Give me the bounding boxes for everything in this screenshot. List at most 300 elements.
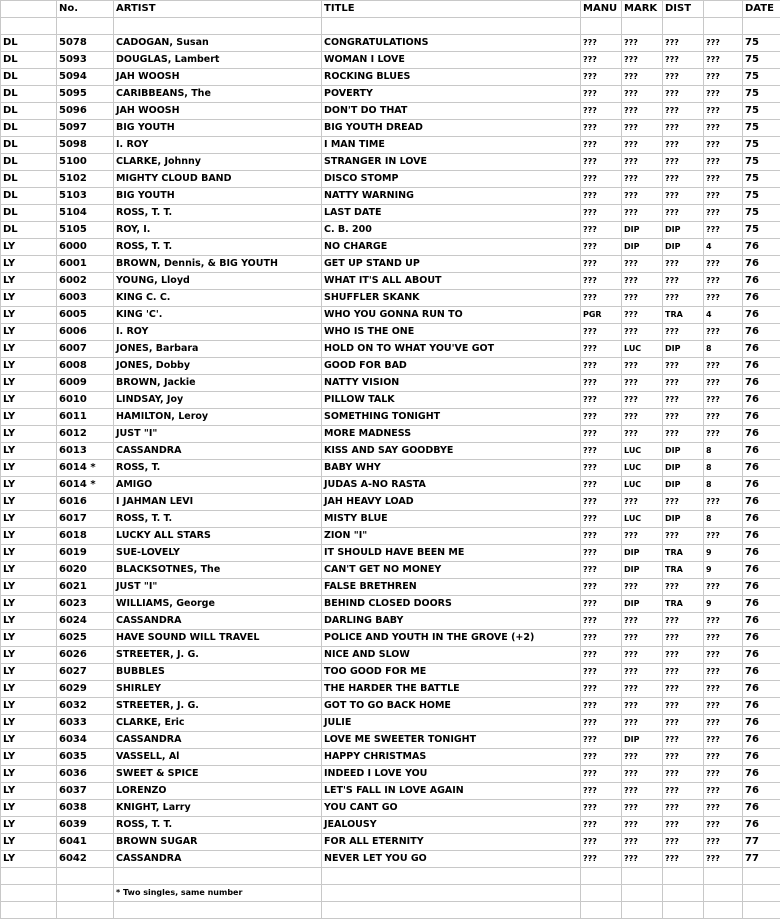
cell-title: NICE AND SLOW	[322, 647, 581, 664]
cell-label-code: LY	[1, 664, 57, 681]
cell-title: WHO IS THE ONE	[322, 324, 581, 341]
cell-mark: DIP	[622, 222, 663, 239]
cell-qty: ???	[704, 664, 743, 681]
cell-date: 75	[743, 35, 780, 52]
cell-qty: ???	[704, 715, 743, 732]
cell-mark: ???	[622, 834, 663, 851]
cell-title: FALSE BRETHREN	[322, 579, 581, 596]
cell-label-code: LY	[1, 698, 57, 715]
cell-date: 76	[743, 528, 780, 545]
cell-mark: ???	[622, 120, 663, 137]
cell-date: 76	[743, 800, 780, 817]
cell-artist: MIGHTY CLOUD BAND	[114, 171, 322, 188]
cell-title: C. B. 200	[322, 222, 581, 239]
table-row	[1, 443, 780, 460]
cell-catalog-number: 5104	[57, 205, 114, 222]
cell-date: 76	[743, 749, 780, 766]
cell-label-code: LY	[1, 817, 57, 834]
cell-catalog-number: 5100	[57, 154, 114, 171]
table-row	[1, 239, 780, 256]
cell-title: JAH HEAVY LOAD	[322, 494, 581, 511]
cell-catalog-number: 6027	[57, 664, 114, 681]
cell-date: 75	[743, 205, 780, 222]
table-row	[1, 851, 780, 868]
cell-date: 76	[743, 290, 780, 307]
cell-mark: ???	[622, 851, 663, 868]
cell-dist: ???	[663, 698, 704, 715]
cell-artist: LORENZO	[114, 783, 322, 800]
cell-label-code: LY	[1, 358, 57, 375]
footnote: * Two singles, same number	[114, 885, 322, 902]
table-row	[1, 800, 780, 817]
cell-mark: ???	[622, 375, 663, 392]
cell-mark: ???	[622, 273, 663, 290]
cell-dist: ???	[663, 766, 704, 783]
cell-title: BEHIND CLOSED DOORS	[322, 596, 581, 613]
cell-date: 76	[743, 681, 780, 698]
table-row	[1, 86, 780, 103]
cell-catalog-number: 6023	[57, 596, 114, 613]
cell-catalog-number: 6036	[57, 766, 114, 783]
cell-qty: ???	[704, 783, 743, 800]
cell-date: 76	[743, 664, 780, 681]
header-artist: ARTIST	[114, 1, 322, 18]
cell-date: 76	[743, 494, 780, 511]
cell-artist: STREETER, J. G.	[114, 698, 322, 715]
cell-dist: ???	[663, 613, 704, 630]
cell-dist: ???	[663, 715, 704, 732]
cell-qty: 8	[704, 477, 743, 494]
cell-manu: ???	[581, 749, 622, 766]
cell-catalog-number: 6012	[57, 426, 114, 443]
cell-title: JEALOUSY	[322, 817, 581, 834]
cell-qty: ???	[704, 103, 743, 120]
cell-dist: ???	[663, 851, 704, 868]
cell-label-code: LY	[1, 256, 57, 273]
cell-qty: 8	[704, 443, 743, 460]
cell-mark: ???	[622, 69, 663, 86]
cell-artist: BLACKSOTNES, The	[114, 562, 322, 579]
cell-catalog-number: 6033	[57, 715, 114, 732]
cell-date: 76	[743, 324, 780, 341]
cell-title: GOT TO GO BACK HOME	[322, 698, 581, 715]
cell-label-code: LY	[1, 511, 57, 528]
cell-mark: ???	[622, 647, 663, 664]
cell-label-code: LY	[1, 545, 57, 562]
blank-row	[1, 902, 780, 919]
cell-mark: ???	[622, 766, 663, 783]
cell-title: LOVE ME SWEETER TONIGHT	[322, 732, 581, 749]
cell-artist: KNIGHT, Larry	[114, 800, 322, 817]
cell-qty: ???	[704, 409, 743, 426]
cell-qty: ???	[704, 579, 743, 596]
cell-title: LAST DATE	[322, 205, 581, 222]
cell-title: JULIE	[322, 715, 581, 732]
cell-label-code: LY	[1, 766, 57, 783]
cell-label-code: LY	[1, 392, 57, 409]
cell-label-code: LY	[1, 341, 57, 358]
cell-manu: ???	[581, 222, 622, 239]
cell-catalog-number: 5096	[57, 103, 114, 120]
cell-label-code: LY	[1, 579, 57, 596]
cell-label-code: LY	[1, 375, 57, 392]
cell-catalog-number: 6009	[57, 375, 114, 392]
cell-catalog-number: 6008	[57, 358, 114, 375]
cell-title: STRANGER IN LOVE	[322, 154, 581, 171]
cell-manu: ???	[581, 273, 622, 290]
cell-artist: ROSS, T.	[114, 460, 322, 477]
cell-manu: ???	[581, 851, 622, 868]
cell-date: 76	[743, 545, 780, 562]
cell-date: 75	[743, 69, 780, 86]
cell-manu: ???	[581, 443, 622, 460]
cell-catalog-number: 6000	[57, 239, 114, 256]
cell-qty: ???	[704, 154, 743, 171]
cell-artist: ROSS, T. T.	[114, 239, 322, 256]
cell-catalog-number: 5093	[57, 52, 114, 69]
cell-title: LET'S FALL IN LOVE AGAIN	[322, 783, 581, 800]
cell-title: NO CHARGE	[322, 239, 581, 256]
table-row	[1, 477, 780, 494]
cell-label-code: LY	[1, 528, 57, 545]
cell-title: GOOD FOR BAD	[322, 358, 581, 375]
cell-catalog-number: 6014 *	[57, 460, 114, 477]
cell-qty: ???	[704, 494, 743, 511]
cell-qty: ???	[704, 188, 743, 205]
cell-artist: YOUNG, Lloyd	[114, 273, 322, 290]
cell-catalog-number: 6039	[57, 817, 114, 834]
cell-dist: ???	[663, 171, 704, 188]
cell-manu: ???	[581, 494, 622, 511]
cell-dist: ???	[663, 800, 704, 817]
cell-manu: ???	[581, 732, 622, 749]
cell-mark: LUC	[622, 341, 663, 358]
cell-mark: ???	[622, 52, 663, 69]
cell-qty: ???	[704, 324, 743, 341]
table-row	[1, 69, 780, 86]
cell-qty: ???	[704, 528, 743, 545]
cell-manu: ???	[581, 800, 622, 817]
table-row	[1, 596, 780, 613]
cell-manu: ???	[581, 69, 622, 86]
cell-title: JUDAS A-NO RASTA	[322, 477, 581, 494]
cell-qty: ???	[704, 358, 743, 375]
cell-dist: ???	[663, 103, 704, 120]
cell-manu: ???	[581, 324, 622, 341]
cell-artist: CADOGAN, Susan	[114, 35, 322, 52]
cell-artist: I. ROY	[114, 324, 322, 341]
header-number: No.	[57, 1, 114, 18]
cell-label-code: LY	[1, 630, 57, 647]
table-row	[1, 426, 780, 443]
table-row	[1, 511, 780, 528]
cell-catalog-number: 6037	[57, 783, 114, 800]
cell-dist: ???	[663, 256, 704, 273]
cell-mark: ???	[622, 528, 663, 545]
blank-row	[1, 868, 780, 885]
cell-date: 76	[743, 256, 780, 273]
cell-catalog-number: 6026	[57, 647, 114, 664]
cell-dist: ???	[663, 69, 704, 86]
cell-dist: DIP	[663, 511, 704, 528]
cell-date: 76	[743, 511, 780, 528]
cell-label-code: LY	[1, 732, 57, 749]
cell-mark: ???	[622, 664, 663, 681]
cell-label-code: LY	[1, 562, 57, 579]
cell-qty: 8	[704, 460, 743, 477]
header-row	[1, 1, 780, 18]
cell-label-code: LY	[1, 681, 57, 698]
cell-mark: ???	[622, 630, 663, 647]
cell-catalog-number: 6006	[57, 324, 114, 341]
cell-catalog-number: 6032	[57, 698, 114, 715]
cell-artist: ROY, I.	[114, 222, 322, 239]
cell-artist: SUE-LOVELY	[114, 545, 322, 562]
cell-catalog-number: 6042	[57, 851, 114, 868]
header-mark: MARK	[622, 1, 663, 18]
cell-catalog-number: 5095	[57, 86, 114, 103]
table-row	[1, 35, 780, 52]
cell-title: MORE MADNESS	[322, 426, 581, 443]
cell-label-code: DL	[1, 205, 57, 222]
cell-manu: ???	[581, 477, 622, 494]
cell-manu: ???	[581, 460, 622, 477]
cell-label-code: DL	[1, 86, 57, 103]
cell-date: 75	[743, 120, 780, 137]
cell-date: 75	[743, 86, 780, 103]
table-row	[1, 256, 780, 273]
cell-artist: WILLIAMS, George	[114, 596, 322, 613]
cell-qty: 8	[704, 511, 743, 528]
cell-catalog-number: 5097	[57, 120, 114, 137]
cell-title: THE HARDER THE BATTLE	[322, 681, 581, 698]
cell-dist: ???	[663, 188, 704, 205]
cell-catalog-number: 6017	[57, 511, 114, 528]
cell-catalog-number: 5098	[57, 137, 114, 154]
table-row	[1, 392, 780, 409]
cell-dist: ???	[663, 205, 704, 222]
cell-artist: JAH WOOSH	[114, 69, 322, 86]
cell-date: 76	[743, 239, 780, 256]
cell-dist: ???	[663, 647, 704, 664]
cell-mark: ???	[622, 783, 663, 800]
cell-dist: ???	[663, 783, 704, 800]
cell-mark: ???	[622, 681, 663, 698]
cell-catalog-number: 5105	[57, 222, 114, 239]
cell-mark: ???	[622, 324, 663, 341]
cell-title: NATTY WARNING	[322, 188, 581, 205]
cell-qty: ???	[704, 69, 743, 86]
cell-dist: TRA	[663, 562, 704, 579]
cell-artist: JONES, Dobby	[114, 358, 322, 375]
cell-artist: LINDSAY, Joy	[114, 392, 322, 409]
cell-date: 76	[743, 613, 780, 630]
cell-label-code: DL	[1, 188, 57, 205]
cell-label-code: LY	[1, 834, 57, 851]
cell-date: 76	[743, 426, 780, 443]
cell-label-code: LY	[1, 290, 57, 307]
cell-manu: ???	[581, 562, 622, 579]
cell-catalog-number: 5078	[57, 35, 114, 52]
cell-catalog-number: 6001	[57, 256, 114, 273]
cell-mark: ???	[622, 188, 663, 205]
cell-label-code: LY	[1, 800, 57, 817]
cell-mark: LUC	[622, 460, 663, 477]
cell-date: 76	[743, 596, 780, 613]
cell-title: MISTY BLUE	[322, 511, 581, 528]
cell-qty: ???	[704, 749, 743, 766]
cell-label-code: LY	[1, 647, 57, 664]
cell-date: 76	[743, 817, 780, 834]
cell-manu: ???	[581, 52, 622, 69]
cell-manu: ???	[581, 613, 622, 630]
cell-mark: ???	[622, 613, 663, 630]
cell-catalog-number: 6021	[57, 579, 114, 596]
cell-label-code: LY	[1, 307, 57, 324]
cell-dist: ???	[663, 732, 704, 749]
cell-qty: ???	[704, 120, 743, 137]
cell-dist: ???	[663, 52, 704, 69]
cell-catalog-number: 6003	[57, 290, 114, 307]
cell-manu: ???	[581, 664, 622, 681]
cell-qty: ???	[704, 256, 743, 273]
cell-catalog-number: 6024	[57, 613, 114, 630]
cell-artist: JAH WOOSH	[114, 103, 322, 120]
cell-artist: VASSELL, Al	[114, 749, 322, 766]
cell-mark: ???	[622, 749, 663, 766]
header-date: DATE	[743, 1, 780, 18]
cell-manu: ???	[581, 630, 622, 647]
cell-artist: KING 'C'.	[114, 307, 322, 324]
cell-catalog-number: 5103	[57, 188, 114, 205]
cell-date: 76	[743, 579, 780, 596]
cell-catalog-number: 6041	[57, 834, 114, 851]
cell-label-code: LY	[1, 443, 57, 460]
cell-title: IT SHOULD HAVE BEEN ME	[322, 545, 581, 562]
cell-date: 76	[743, 732, 780, 749]
cell-manu: ???	[581, 358, 622, 375]
table-row	[1, 528, 780, 545]
cell-artist: AMIGO	[114, 477, 322, 494]
table-row	[1, 341, 780, 358]
cell-manu: ???	[581, 103, 622, 120]
cell-dist: ???	[663, 375, 704, 392]
cell-label-code: LY	[1, 460, 57, 477]
cell-qty: ???	[704, 137, 743, 154]
cell-title: FOR ALL ETERNITY	[322, 834, 581, 851]
cell-mark: ???	[622, 205, 663, 222]
cell-artist: CASSANDRA	[114, 851, 322, 868]
cell-dist: ???	[663, 137, 704, 154]
cell-title: SOMETHING TONIGHT	[322, 409, 581, 426]
cell-mark: DIP	[622, 732, 663, 749]
cell-catalog-number: 6013	[57, 443, 114, 460]
cell-mark: ???	[622, 494, 663, 511]
table-row	[1, 290, 780, 307]
cell-dist: ???	[663, 630, 704, 647]
cell-dist: ???	[663, 681, 704, 698]
cell-date: 76	[743, 409, 780, 426]
cell-manu: ???	[581, 188, 622, 205]
cell-label-code: LY	[1, 324, 57, 341]
cell-manu: ???	[581, 120, 622, 137]
cell-dist: ???	[663, 290, 704, 307]
cell-date: 76	[743, 766, 780, 783]
cell-artist: CLARKE, Johnny	[114, 154, 322, 171]
cell-title: ZION "I"	[322, 528, 581, 545]
cell-manu: ???	[581, 817, 622, 834]
cell-mark: ???	[622, 86, 663, 103]
cell-date: 76	[743, 460, 780, 477]
table-row	[1, 188, 780, 205]
cell-title: WHO YOU GONNA RUN TO	[322, 307, 581, 324]
cell-label-code: LY	[1, 851, 57, 868]
cell-mark: LUC	[622, 511, 663, 528]
cell-title: WHAT IT'S ALL ABOUT	[322, 273, 581, 290]
cell-catalog-number: 6014 *	[57, 477, 114, 494]
cell-qty: 8	[704, 341, 743, 358]
cell-catalog-number: 6002	[57, 273, 114, 290]
cell-dist: ???	[663, 749, 704, 766]
cell-mark: ???	[622, 715, 663, 732]
cell-date: 75	[743, 52, 780, 69]
table-row	[1, 137, 780, 154]
cell-qty: 4	[704, 307, 743, 324]
cell-manu: ???	[581, 290, 622, 307]
table-body	[1, 18, 780, 868]
header-unnamed	[704, 1, 743, 18]
cell-label-code: DL	[1, 154, 57, 171]
cell-date: 76	[743, 630, 780, 647]
cell-manu: ???	[581, 392, 622, 409]
footnote-row	[1, 885, 780, 902]
cell-date: 75	[743, 222, 780, 239]
cell-artist: I JAHMAN LEVI	[114, 494, 322, 511]
table-row	[1, 732, 780, 749]
cell-dist: ???	[663, 273, 704, 290]
cell-artist: ROSS, T. T.	[114, 817, 322, 834]
cell-artist: SWEET & SPICE	[114, 766, 322, 783]
cell-date: 76	[743, 698, 780, 715]
cell-artist: HAVE SOUND WILL TRAVEL	[114, 630, 322, 647]
cell-mark: ???	[622, 579, 663, 596]
cell-dist: ???	[663, 579, 704, 596]
cell-dist: ???	[663, 120, 704, 137]
cell-manu: ???	[581, 545, 622, 562]
cell-qty: ???	[704, 222, 743, 239]
cell-manu: ???	[581, 256, 622, 273]
cell-title: I MAN TIME	[322, 137, 581, 154]
blank-row	[1, 18, 780, 35]
table-row	[1, 749, 780, 766]
cell-dist: ???	[663, 409, 704, 426]
cell-title: BIG YOUTH DREAD	[322, 120, 581, 137]
cell-label-code: LY	[1, 273, 57, 290]
cell-date: 76	[743, 341, 780, 358]
cell-mark: ???	[622, 698, 663, 715]
cell-label-code: DL	[1, 69, 57, 86]
cell-qty: ???	[704, 732, 743, 749]
cell-artist: ROSS, T. T.	[114, 205, 322, 222]
table-row	[1, 698, 780, 715]
cell-artist: HAMILTON, Leroy	[114, 409, 322, 426]
cell-title: NEVER LET YOU GO	[322, 851, 581, 868]
cell-title: POLICE AND YOUTH IN THE GROVE (+2)	[322, 630, 581, 647]
cell-artist: JONES, Barbara	[114, 341, 322, 358]
cell-date: 76	[743, 715, 780, 732]
cell-artist: BIG YOUTH	[114, 120, 322, 137]
cell-dist: ???	[663, 86, 704, 103]
